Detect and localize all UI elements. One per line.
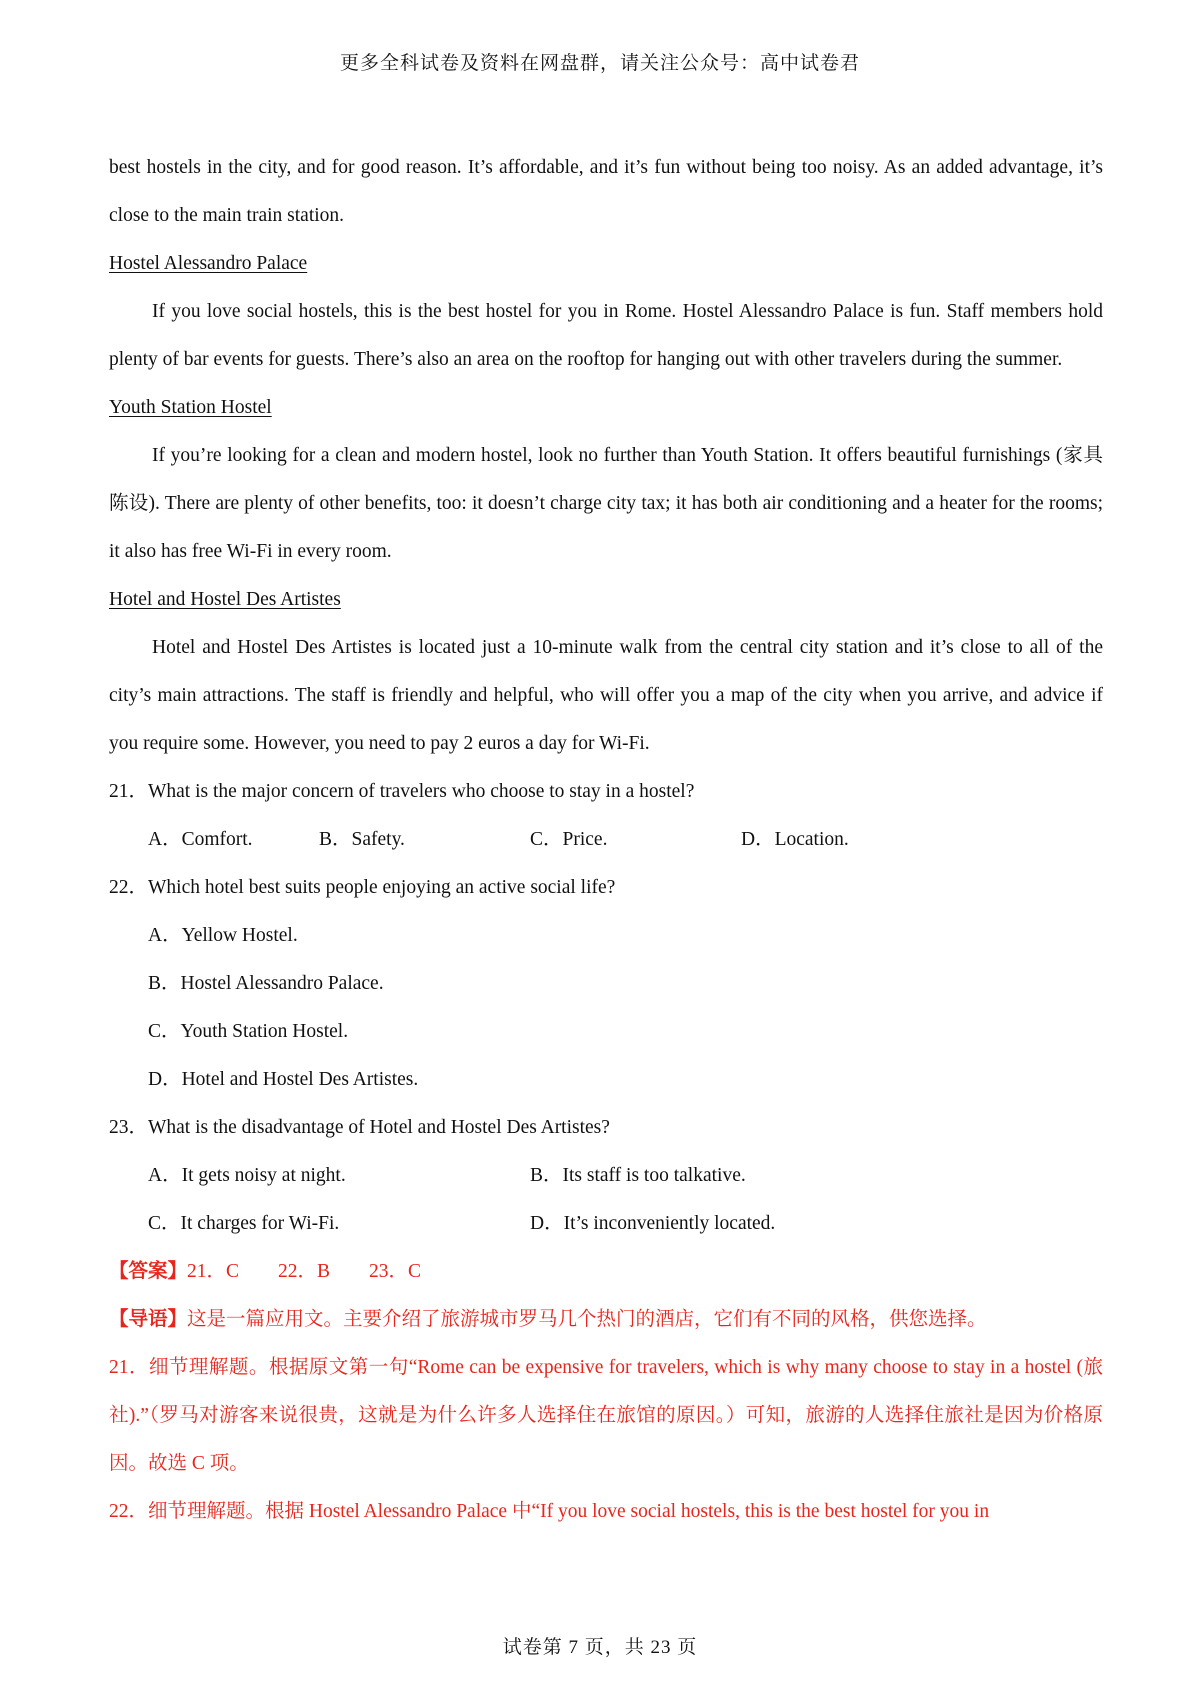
question-23-option-b: B．Its staff is too talkative.: [530, 1165, 746, 1186]
guide-line: [109, 1296, 1103, 1344]
section-text-alessandro: If you love social hostels, this is the best hostel for you in Rome. Hostel Alessandro Palace is fun. Staff members hold plenty of bar events for guests. There’s also an area on the rooftop for hanging out with other travelers during the summer.: [109, 301, 1103, 370]
question-21-stem: 21．What is the major concern of travelers who choose to stay in a hostel?: [109, 781, 695, 802]
section-text-des-artistes: Hotel and Hostel Des Artistes is located just a 10-minute walk from the central city station and it’s close to all of the city’s main attractions. The staff is friendly and helpful, who will offer you a map of the city when you arrive, and advice if you require some. However, you need to pay 2 euros a day for Wi-Fi.: [109, 637, 1103, 754]
guide-text: 这是一篇应用文。主要介绍了旅游城市罗马几个热门的酒店，它们有不同的风格，供您选择。: [187, 1309, 987, 1330]
question-21-option-d: D．Location.: [741, 829, 849, 850]
section-title-des-artistes: Hotel and Hostel Des Artistes: [109, 589, 341, 610]
question-23-option-c: C．It charges for Wi-Fi.: [148, 1213, 340, 1234]
question-22-option-a: A．Yellow Hostel.: [148, 925, 298, 946]
section-title-youth-station: Youth Station Hostel: [109, 397, 272, 418]
guide-label: 【导语】: [109, 1309, 188, 1330]
section-title-alessandro: Hostel Alessandro Palace: [109, 253, 308, 274]
question-23-options-row-1: [109, 1152, 1103, 1200]
page-footer: 试卷第 7 页，共 23 页: [502, 1637, 698, 1658]
question-22-option-c: C．Youth Station Hostel.: [148, 1021, 349, 1042]
page-content: [109, 144, 1103, 1536]
question-21-option-c: C．Price.: [530, 829, 608, 850]
question-23-option-a: A．It gets noisy at night.: [148, 1165, 346, 1186]
section-text-youth-station: If you’re looking for a clean and modern hostel, look no further than Youth Station. It offers beautiful furnishings (家具陈设). There are plenty of other benefits, too: it doesn’t charge city tax; it has both air conditioning and a heater for the rooms; it also has free Wi-Fi in every room.: [109, 445, 1103, 562]
question-22-option-d: D．Hotel and Hostel Des Artistes.: [148, 1069, 419, 1090]
question-21-options: [109, 816, 1103, 864]
question-22-stem: 22．Which hotel best suits people enjoying an active social life?: [109, 877, 616, 898]
question-23-option-d: D．It’s inconveniently located.: [530, 1213, 776, 1234]
answer-text: 21．C 22．B 23．C: [187, 1261, 422, 1282]
question-21-option-b: B．Safety.: [319, 829, 405, 850]
answer-line: [109, 1248, 1103, 1296]
question-23-options-row-2: [109, 1200, 1103, 1248]
page-header: 更多全科试卷及资料在网盘群，请关注公众号：高中试卷君: [339, 53, 860, 74]
explanation-22: 22．细节理解题。根据 Hostel Alessandro Palace 中“If you love social hostels, this is the best hostel for you in: [109, 1501, 990, 1522]
explanation-21: 21．细节理解题。根据原文第一句“Rome can be expensive for travelers, which is why many choose to stay in a hostel (旅社).”（罗马对游客来说很贵，这就是为什么许多人选择住在旅馆的原因。）可知，旅游的人选择住旅社是因为价格原因。故选 C 项。: [109, 1357, 1103, 1474]
question-22-option-b: B．Hostel Alessandro Palace.: [148, 973, 384, 994]
answer-label: 【答案】: [109, 1261, 188, 1282]
passage-paragraph-yellow-tail: best hostels in the city, and for good reason. It’s affordable, and it’s fun without being too noisy. As an added advantage, it’s close to the main train station.: [109, 157, 1103, 226]
question-23-stem: 23．What is the disadvantage of Hotel and Hostel Des Artistes?: [109, 1117, 610, 1138]
question-21-option-a: A．Comfort.: [148, 829, 253, 850]
